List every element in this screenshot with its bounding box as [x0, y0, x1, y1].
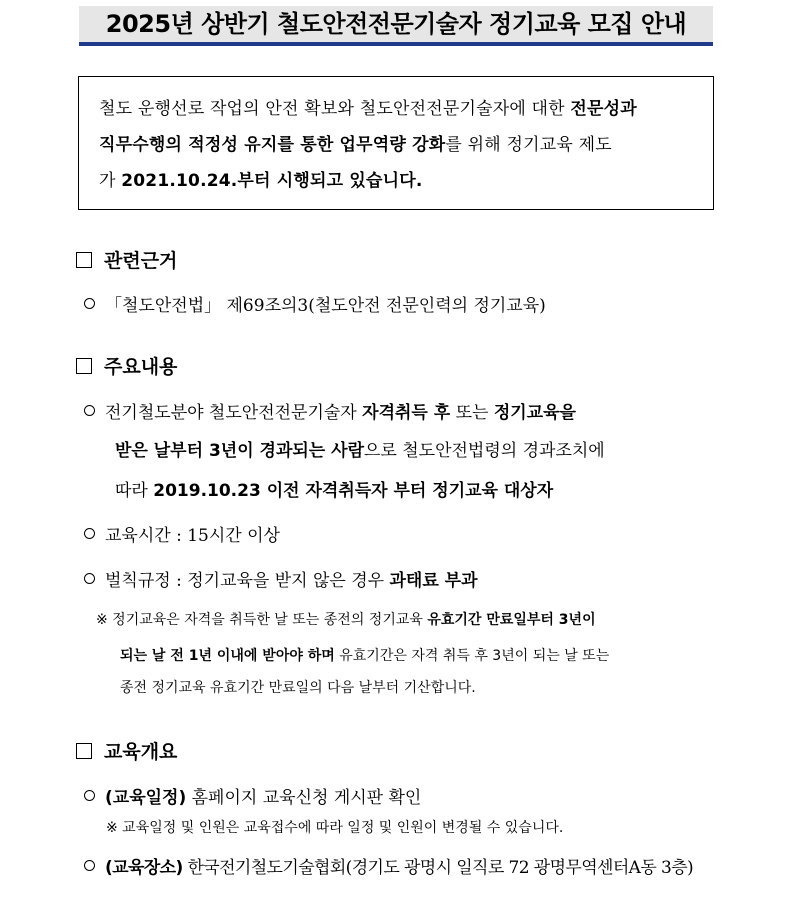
- section-heading-main-content: [76, 354, 177, 380]
- emphasis-text: 자격취득 후: [362, 403, 451, 423]
- square-bullet-icon: [76, 743, 92, 759]
- list-item-text: 따라: [115, 481, 154, 501]
- list-item-text: 한국전기철도기술협회(경기도 광명시 일직로 72 광명무역센터A동 3층): [182, 858, 694, 878]
- note-emphasis: 되는 날 전 1년 이내에 받아야 하며: [120, 648, 335, 664]
- circle-bullet-icon: [84, 573, 95, 584]
- circle-bullet-icon: [84, 298, 95, 309]
- emphasis-text: (교육일정): [105, 788, 187, 808]
- circle-bullet-icon: [84, 528, 95, 539]
- emphasis-text: (교육장소): [105, 858, 183, 878]
- note-line: [96, 604, 596, 636]
- list-item: [84, 850, 693, 886]
- list-item-text: 벌칙규정 : 정기교육을 받지 않은 경우: [105, 571, 390, 591]
- list-item-continuation: [115, 473, 553, 509]
- list-item-text: 교육시간 : 15시간 이상: [105, 526, 280, 546]
- intro-text: 가: [99, 171, 122, 191]
- section-heading-legal-basis: [76, 248, 177, 274]
- circle-bullet-icon: [84, 860, 95, 871]
- circle-bullet-icon: [84, 405, 95, 416]
- intro-box: [78, 76, 714, 210]
- intro-text: 를 위해 정기교육 제도: [445, 135, 612, 155]
- note-emphasis: 유효기간 만료일부터 3년이: [427, 612, 596, 628]
- list-item-text: 전기철도분야 철도안전전문기술자: [105, 403, 363, 423]
- section-heading-overview: [76, 739, 177, 765]
- note-text: ※ 정기교육은 자격을 취득한 날 또는 종전의 정기교육: [96, 612, 428, 628]
- section-heading-label: 교육개요: [104, 741, 178, 763]
- list-item-text: 으로 철도안전법령의 경과조치에: [364, 441, 605, 461]
- list-item-text: 「철도안전법」 제69조의3(철도안전 전문인력의 정기교육): [105, 296, 546, 316]
- circle-bullet-icon: [84, 790, 95, 801]
- section-heading-label: 관련근거: [104, 250, 178, 272]
- note-line: [120, 640, 609, 672]
- note-line: ※ 교육일정 및 인원은 교육접수에 따라 일정 및 인원이 변경될 수 있습니다.: [106, 820, 564, 836]
- intro-emphasis: 직무수행의 적정성 유지를 통한 업무역량 강화: [99, 135, 446, 155]
- list-item-text: 또는: [450, 403, 494, 423]
- list-item-continuation: [115, 433, 605, 469]
- square-bullet-icon: [76, 358, 92, 374]
- note-line: [120, 672, 476, 704]
- list-item: [84, 288, 546, 324]
- list-item: [84, 518, 280, 554]
- intro-emphasis: 2021.10.24.부터 시행되고 있습니다.: [121, 171, 423, 191]
- list-item-text: 홈페이지 교육신청 게시판 확인: [186, 788, 422, 808]
- note-text: 유효기간은 자격 취득 후 3년이 되는 날 또는: [334, 648, 610, 664]
- intro-line-2: [99, 127, 699, 163]
- emphasis-text: 받은 날부터 3년이 경과되는 사람: [115, 441, 364, 461]
- emphasis-text: 과태료 부과: [389, 571, 478, 591]
- page-title: 2025년 상반기 철도안전전문기술자 정기교육 모집 안내: [79, 6, 713, 46]
- intro-line-1: [99, 91, 699, 127]
- section-heading-label: 주요내용: [104, 356, 178, 378]
- emphasis-text: 2019.10.23 이전 자격취득자 부터 정기교육 대상자: [153, 481, 554, 501]
- list-item: [84, 780, 421, 816]
- list-item: [84, 395, 576, 431]
- square-bullet-icon: [76, 252, 92, 268]
- intro-text: 철도 운행선로 작업의 안전 확보와 철도안전전문기술자에 대한: [99, 99, 571, 119]
- intro-line-3: [99, 163, 699, 199]
- list-item: [84, 563, 478, 599]
- note-text: 종전 정기교육 유효기간 만료일의 다음 날부터 기산합니다.: [120, 680, 476, 696]
- intro-emphasis: 전문성과: [570, 99, 637, 119]
- emphasis-text: 정기교육을: [493, 403, 576, 423]
